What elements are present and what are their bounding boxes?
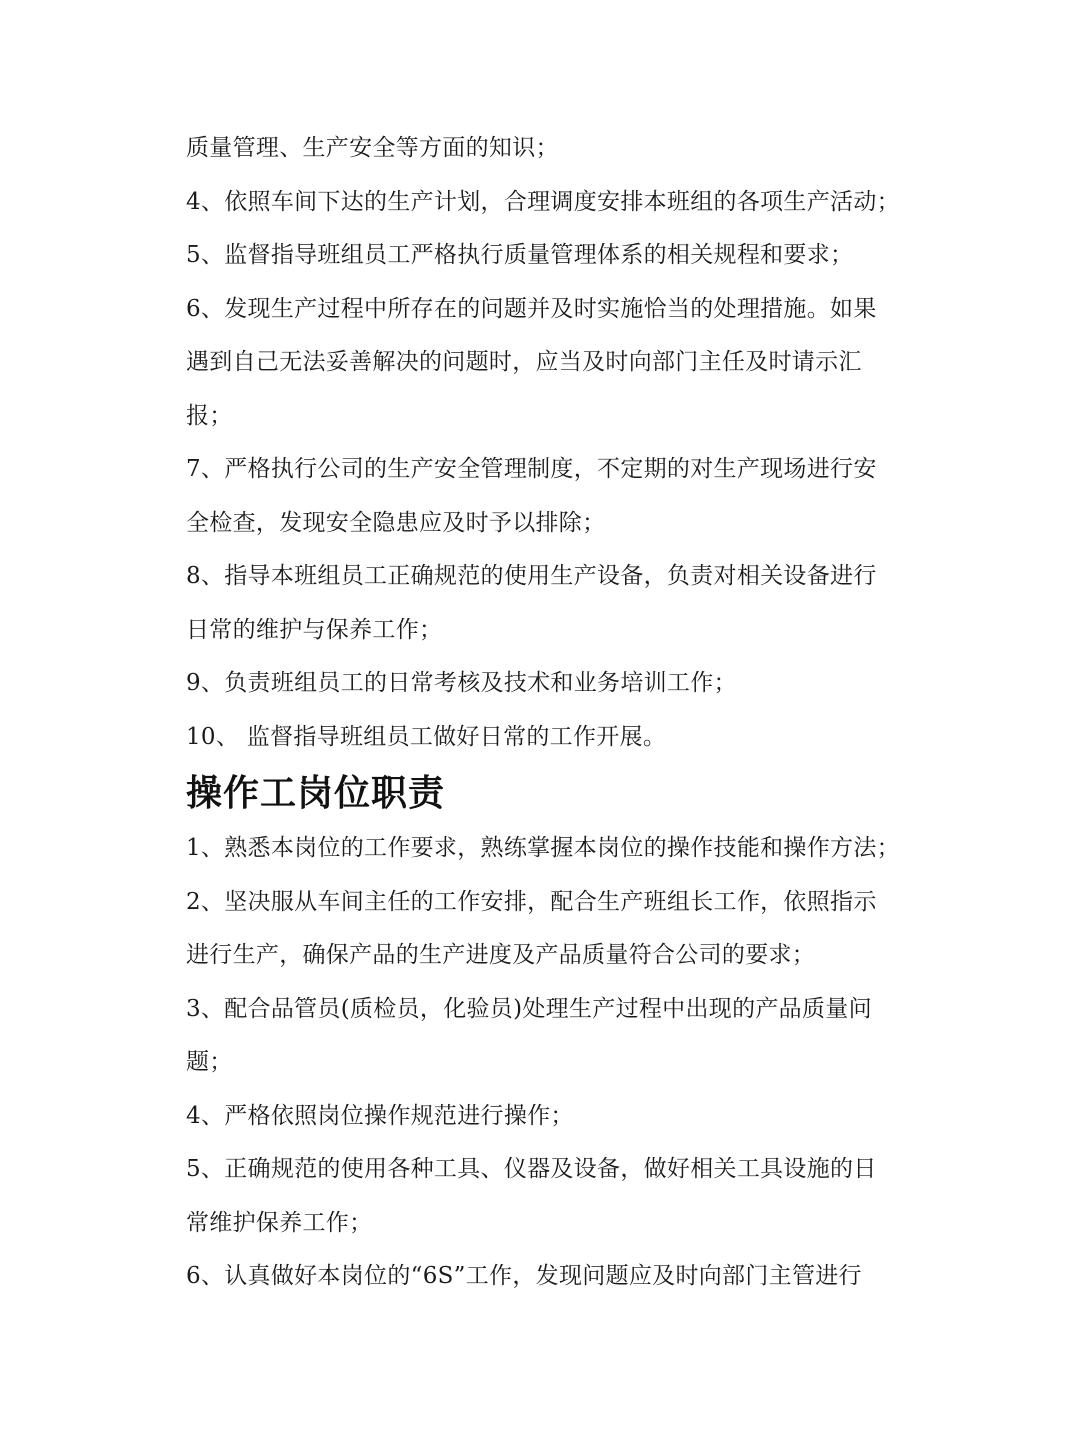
text-line: 报； bbox=[186, 402, 233, 429]
text-line: 日常的维护与保养工作； bbox=[186, 616, 443, 643]
text-line: 6、认真做好本岗位的“6S”工作，发现问题应及时向部门主管进行 bbox=[186, 1263, 862, 1289]
text-line: 7、严格执行公司的生产安全管理制度，不定期的对生产现场进行安 bbox=[186, 456, 877, 482]
text-line: 8、指导本班组员工正确规范的使用生产设备，负责对相关设备进行 bbox=[186, 563, 877, 589]
text-line: 2、坚决服从车间主任的工作安排，配合生产班组长工作，依照指示 bbox=[186, 888, 877, 915]
text-line: 全检查，发现安全隐患应及时予以排除； bbox=[186, 509, 606, 536]
text-line: 10、 监督指导班组员工做好日常的工作开展。 bbox=[186, 723, 667, 750]
document-body bbox=[186, 122, 898, 1304]
text-line: 1、熟悉本岗位的工作要求，熟练掌握本岗位的操作技能和操作方法； bbox=[186, 835, 900, 861]
text-line: 题； bbox=[186, 1049, 233, 1075]
text-line: 3、配合品管员(质检员，化验员)处理生产过程中出现的产品质量问 bbox=[186, 995, 872, 1022]
text-line: 5、监督指导班组员工严格执行质量管理体系的相关规程和要求； bbox=[186, 242, 854, 268]
text-line: 常维护保养工作； bbox=[186, 1209, 373, 1236]
text-line: 9、负责班组员工的日常考核及技术和业务培训工作； bbox=[186, 670, 737, 696]
text-line: 4、严格依照岗位操作规范进行操作； bbox=[186, 1102, 574, 1129]
section-heading: 操作工岗位职责 bbox=[186, 773, 446, 814]
text-line: 质量管理、生产安全等方面的知识； bbox=[186, 135, 559, 161]
text-line: 遇到自己无法妥善解决的问题时，应当及时向部门主任及时请示汇 bbox=[186, 349, 862, 375]
text-line: 5、正确规范的使用各种工具、仪器及设备，做好相关工具设施的日 bbox=[186, 1156, 877, 1182]
text-line: 4、依照车间下达的生产计划，合理调度安排本班组的各项生产活动； bbox=[186, 188, 900, 215]
text-line: 进行生产，确保产品的生产进度及产品质量符合公司的要求； bbox=[186, 942, 816, 968]
text-line: 6、发现生产过程中所存在的问题并及时实施恰当的处理措施。如果 bbox=[186, 295, 877, 322]
